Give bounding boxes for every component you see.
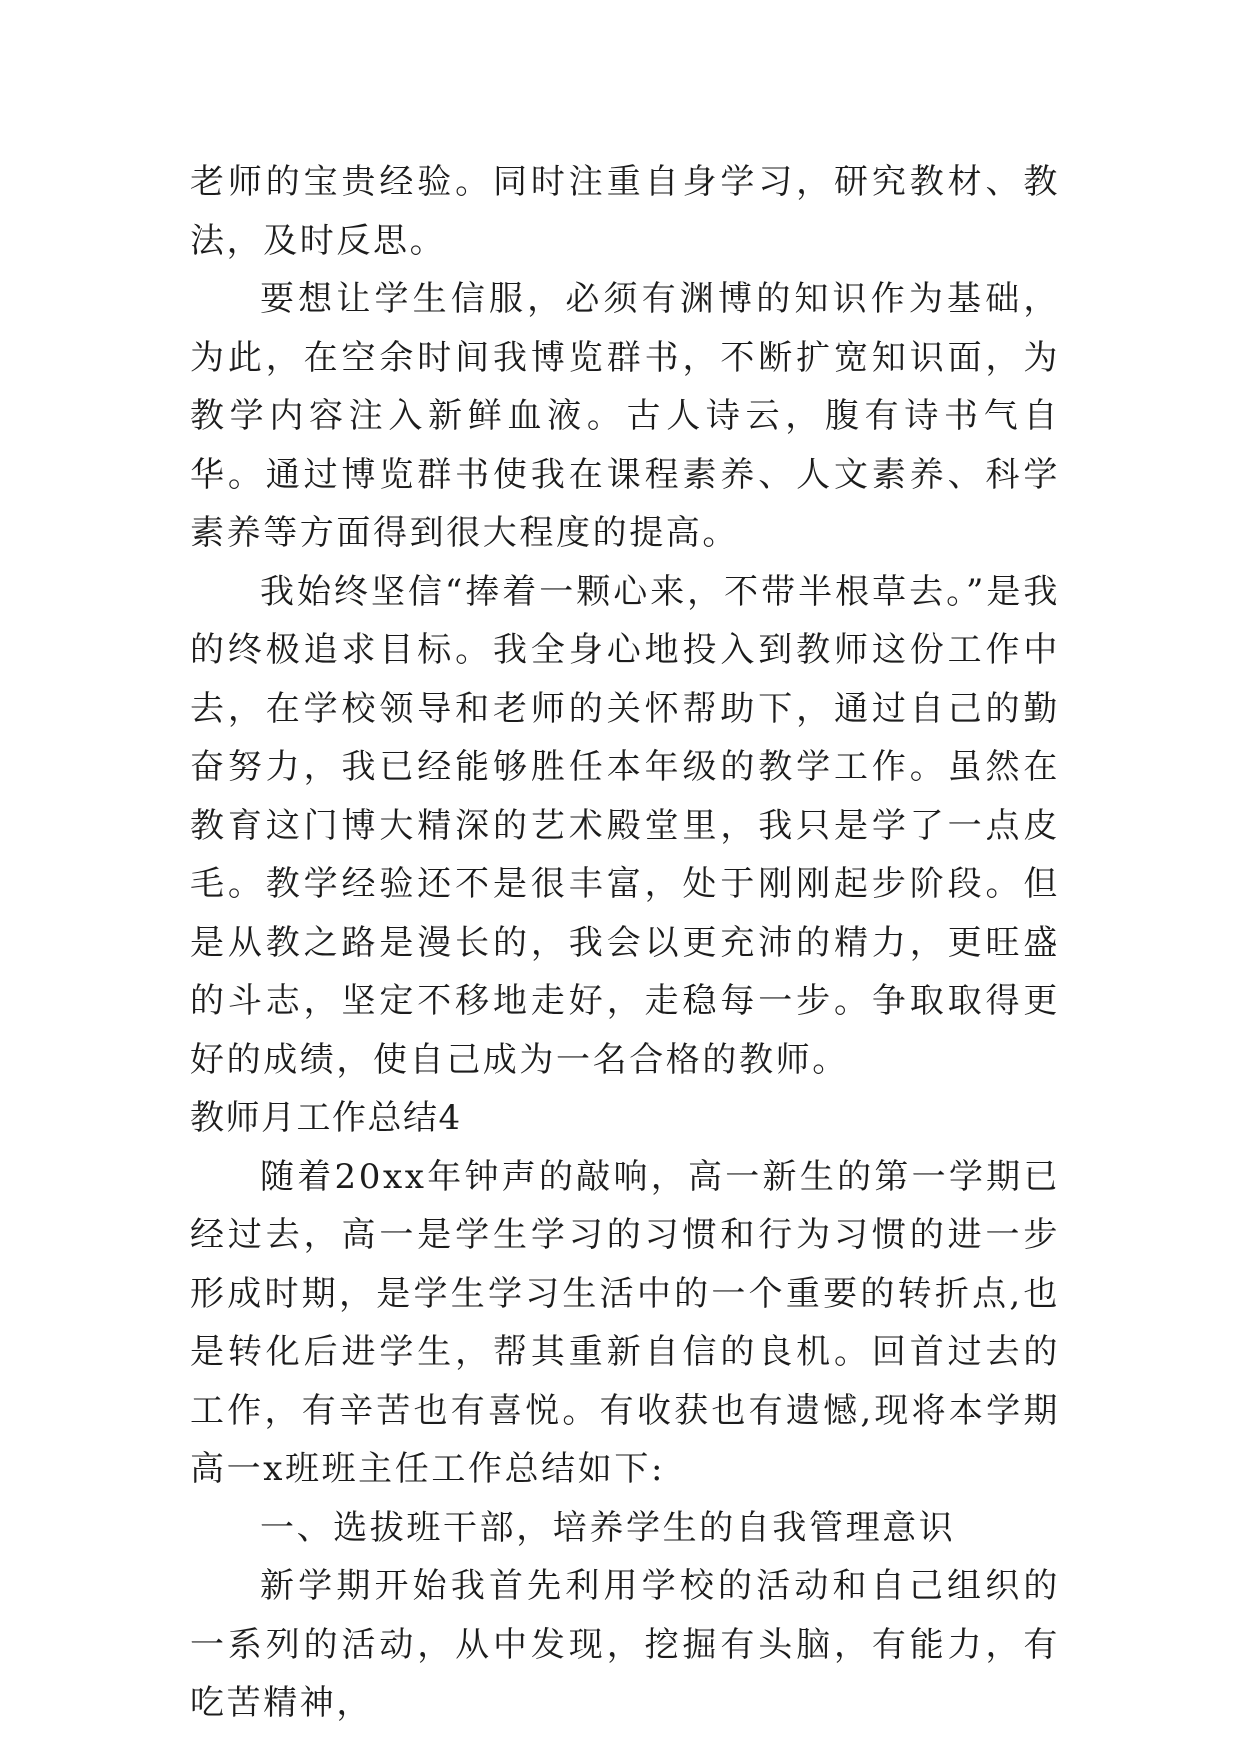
paragraph-continuation: 老师的宝贵经验。同时注重自身学习，研究教材、教法，及时反思。 <box>190 162 1060 261</box>
paragraph-intro: 随着20xx年钟声的敲响，高一新生的第一学期已经过去，高一是学生学习的习惯和行为习惯的进一步形成时期，是学生学习生活中的一个重要的转折点,也是转化后进学生，帮其重新自信的良机。回首过去的工作，有辛苦也有喜悦。有收获也有遗憾,现将本学期高一x班班主任工作总结如下: <box>190 1156 1060 1489</box>
paragraph-belief: 我始终坚信“捧着一颗心来，不带半根草去。”是我的终极追求目标。我全身心地投入到教师这份工作中去，在学校领导和老师的关怀帮助下，通过自己的勤奋努力，我已经能够胜任本年级的教学工作。虽然在教育这门博大精深的艺术殿堂里，我只是学了一点皮毛。教学经验还不是很丰富，处于刚刚起步阶段。但是从教之路是漫长的，我会以更充沛的精力，更旺盛的斗志，坚定不移地走好，走稳每一步。争取取得更好的成绩，使自己成为一名合格的教师。 <box>190 571 1060 1080</box>
paragraph-class-cadre: 新学期开始我首先利用学校的活动和自己组织的一系列的活动，从中发现，挖掘有头脑，有能力，有吃苦精神， <box>190 1566 1060 1723</box>
section-title: 教师月工作总结4 <box>190 1098 462 1138</box>
subsection-heading: 一、选拔班干部，培养学生的自我管理意识 <box>260 1507 956 1548</box>
paragraph-reading: 要想让学生信服，必须有渊博的知识作为基础，为此，在空余时间我博览群书，不断扩宽知识面，为教学内容注入新鲜血液。古人诗云，腹有诗书气自华。通过博览群书使我在课程素养、人文素养、科学素养等方面得到很大程度的提高。 <box>190 279 1060 553</box>
document-body <box>190 153 1060 1733</box>
